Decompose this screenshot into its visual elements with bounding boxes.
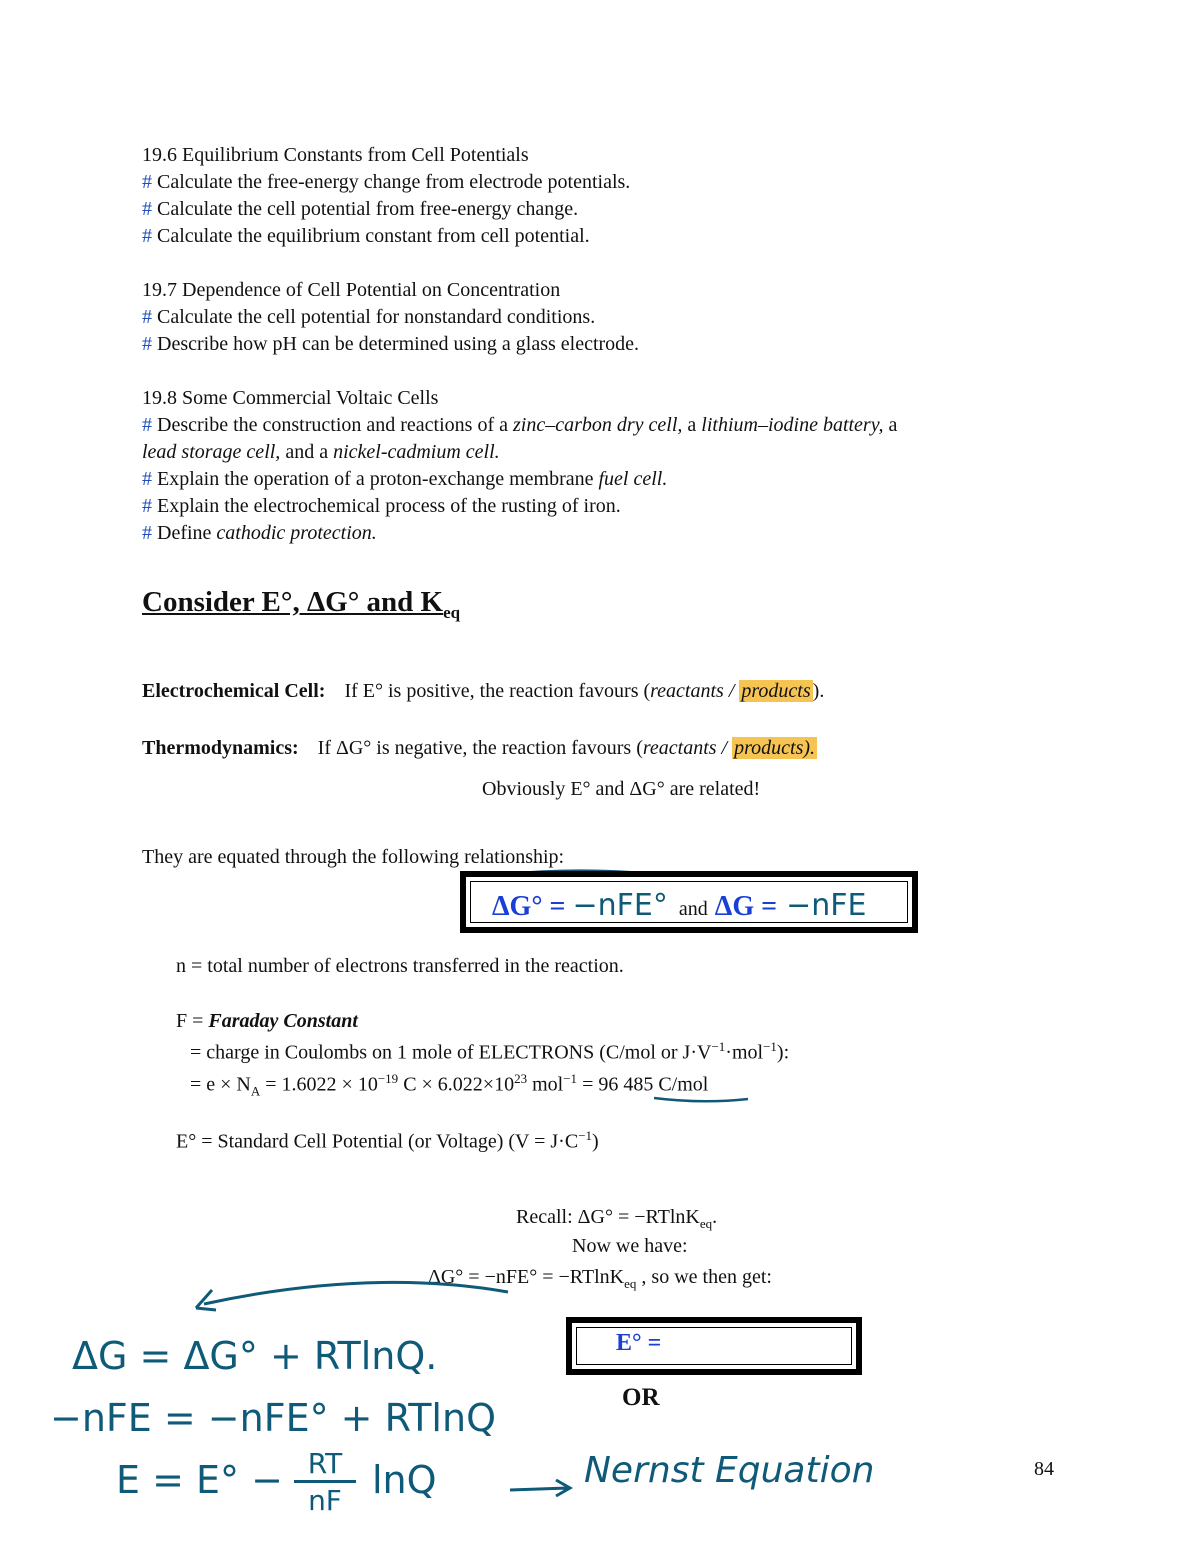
bullet-hash: #	[142, 522, 152, 544]
handwritten-fraction: RT nF	[294, 1448, 356, 1519]
list-item: # Calculate the cell potential from free-energy change.	[142, 198, 579, 220]
list-item-continued: lead storage cell, and a nickel-cadmium cell.	[142, 441, 500, 463]
list-item: # Calculate the cell potential for nonstandard conditions.	[142, 306, 596, 328]
bullet-hash: #	[142, 333, 152, 355]
bullet-hash: #	[142, 306, 152, 328]
handwritten-line-2: −nFE = −nFE° + RTlnQ	[50, 1396, 496, 1440]
curved-arrow-icon	[190, 1262, 520, 1314]
bullet-hash: #	[142, 198, 152, 220]
recall-line-1: Recall: ΔG° = −RTlnK$_{eq}$.	[516, 1206, 718, 1231]
handwritten-nfe: −nFE	[786, 888, 867, 923]
highlight-products: products).	[734, 737, 816, 759]
bullet-hash: #	[142, 468, 152, 490]
list-item: # Explain the electrochemical process of the rusting of iron.	[142, 495, 621, 517]
handwritten-line-1: ΔG = ΔG° + RTlnQ.	[72, 1334, 438, 1378]
section-title-19-6: 19.6 Equilibrium Constants from Cell Potentials	[142, 144, 529, 166]
recall-line-3: ΔG° = −nFE° = −RTlnK$_{eq}$ , so we then get:	[428, 1266, 772, 1291]
arrow-right-icon	[508, 1478, 574, 1498]
obviously-text: Obviously E° and ΔG° are related!	[482, 778, 761, 800]
section-title-19-7: 19.7 Dependence of Cell Potential on Concentration	[142, 279, 561, 301]
page-number: 84	[1034, 1458, 1054, 1480]
list-item: # Calculate the equilibrium constant from cell potential.	[142, 225, 590, 247]
equated-text: They are equated through the following relationship:	[142, 846, 565, 868]
n-definition: n = total number of electrons transferred in the reaction.	[176, 955, 624, 977]
recall-line-2: Now we have:	[572, 1235, 688, 1257]
handwritten-lnq: lnQ	[372, 1458, 437, 1502]
bullet-hash: #	[142, 414, 152, 436]
handwritten-nernst-label: Nernst Equation	[584, 1450, 875, 1491]
faraday-line-3: = $e \times N_A = 1.6022 \times 10^{-19}$ $C \times 6.022\times 10^{23}$ mol$^{-1}$ = 96 485 C/mol	[190, 1071, 709, 1099]
e-standard-box	[566, 1317, 862, 1375]
handwritten-nfe: −nFE°	[572, 888, 668, 923]
thermodynamics-label: Thermodynamics:	[142, 737, 299, 759]
faraday-line-2: = charge in Coulombs on 1 mole of ELECTRONS (C/mol or $J\cdot V^{-1}\cdot mol^{-1}$):	[190, 1039, 790, 1064]
faraday-line-1: F = Faraday Constant	[176, 1010, 358, 1032]
relationship-formula: ΔG° = −nFE° and ΔG = −nFE	[492, 888, 867, 923]
electrochemical-cell-label: Electrochemical Cell:	[142, 680, 326, 702]
list-item: # Calculate the free-energy change from electrode potentials.	[142, 171, 631, 193]
highlight-products: products	[741, 680, 811, 702]
handwritten-line-3: E = E° −	[116, 1458, 283, 1502]
list-item: # Explain the operation of a proton-exchange membrane fuel cell.	[142, 468, 668, 490]
bullet-hash: #	[142, 171, 152, 193]
list-item: # Describe the construction and reactions of a zinc–carbon dry cell, a lithium–iodine battery, a	[142, 414, 898, 436]
underline-mark	[652, 1094, 752, 1106]
list-item: # Describe how pH can be determined using a glass electrode.	[142, 333, 640, 355]
section-title-19-8: 19.8 Some Commercial Voltaic Cells	[142, 387, 439, 409]
e-standard-label: E° =	[616, 1330, 662, 1356]
standard-potential-def: E° = Standard Cell Potential (or Voltage) $(V = J\cdot C^{-1})$	[176, 1128, 599, 1153]
bullet-hash: #	[142, 495, 152, 517]
electrochemical-cell-line: Electrochemical Cell: If E° is positive, the reaction favours (reactants / products ).	[142, 680, 825, 702]
or-label: OR	[622, 1384, 660, 1411]
page-heading: Consider E°, ΔG° and $K_{eq}$	[142, 586, 461, 622]
thermodynamics-line: Thermodynamics: If ΔG° is negative, the reaction favours (reactants / products).	[142, 737, 816, 759]
list-item: # Define cathodic protection.	[142, 522, 377, 544]
bullet-hash: #	[142, 225, 152, 247]
